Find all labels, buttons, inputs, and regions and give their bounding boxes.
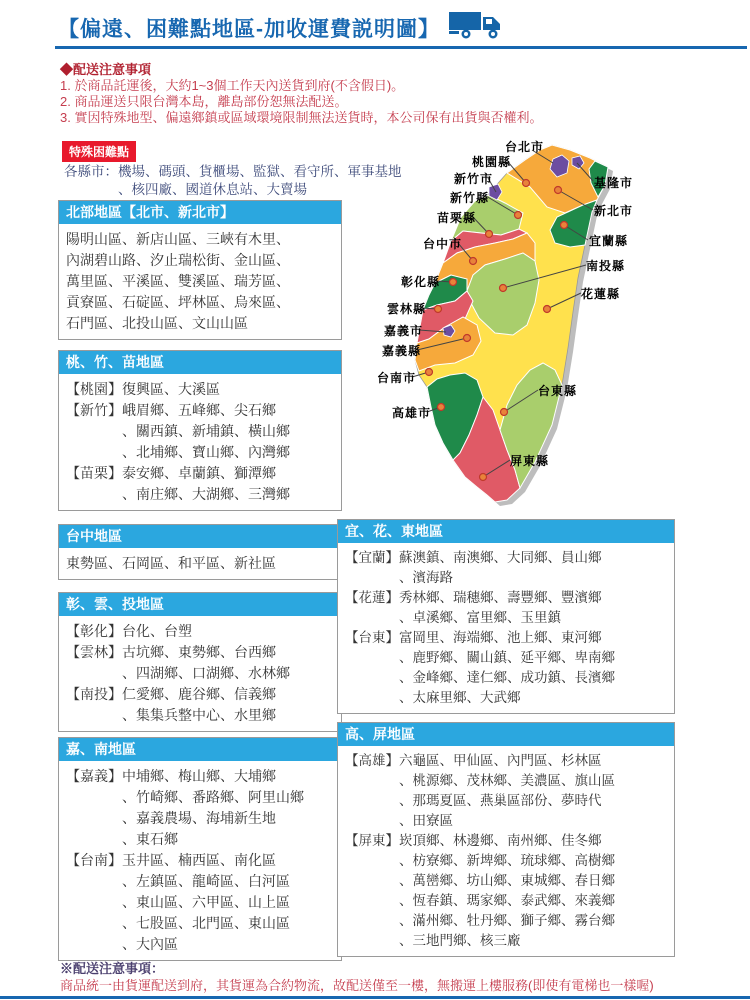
region-line: 陽明山區、新店山區、三峽有木里、: [66, 231, 290, 247]
region-line: 【屏東】崁頂鄉、林邊鄉、南州鄉、佳冬鄉: [345, 833, 602, 848]
map-label-hsinchu-city: 新竹市: [454, 172, 494, 186]
map-label-taipei-city: 台北市: [505, 140, 545, 154]
region-line: 、左鎮區、龍崎區、白河區: [66, 873, 290, 889]
region-line: 、金峰鄉、達仁鄉、成功鎮、長濱鄉: [345, 670, 615, 685]
region-line: 、桃源鄉、茂林鄉、美濃區、旗山區: [345, 773, 615, 788]
region-line: 內湖碧山路、汐止瑞松街、金山區、: [66, 252, 290, 268]
region-title: 北部地區【北市、新北市】: [59, 201, 341, 224]
region-line: 【彰化】台化、台塑: [66, 623, 192, 639]
region-line: 【桃園】復興區、大溪區: [66, 381, 220, 397]
region-line: 【雲林】古坑鄉、東勢鄉、台西鄉: [66, 644, 276, 660]
region-box-chang-yun-tou: [58, 592, 342, 732]
map-label-keelung: 基隆市: [594, 176, 634, 190]
region-line: 貢寮區、石碇區、坪林區、烏來區、: [66, 294, 290, 310]
region-line: 、東山區、六甲區、山上區: [66, 894, 290, 910]
map-label-hualien: 花蓮縣: [581, 287, 621, 301]
region-box-taichung: [58, 524, 342, 580]
region-box-tao-chu-miao: [58, 350, 342, 511]
region-title: 嘉、南地區: [59, 738, 341, 761]
map-label-tainan: 台南市: [377, 371, 417, 385]
region-line: 、恆春鎮、瑪家鄉、泰武鄉、來義鄉: [345, 893, 615, 908]
region-box-yi-hua-dong: [337, 519, 675, 714]
special-line: 、核四廠、國道休息站、大賣場: [64, 182, 307, 197]
notices-heading: ◆配送注意事項: [60, 62, 152, 77]
region-body: [59, 374, 341, 510]
header: [58, 10, 504, 45]
map-label-changhua: 彰化縣: [401, 275, 441, 289]
footer-text: 商品統一由貨運配送到府，其貨運為合約物流，故配送僅至一樓，無搬運上樓服務(即使有電梯也一樣喔): [60, 978, 654, 993]
truck-icon: [448, 10, 504, 45]
region-line: 、田寮區: [345, 813, 453, 828]
region-line: 石門區、北投山區、文山山區: [66, 315, 248, 331]
title-underline: [55, 46, 747, 49]
map-label-chiayi-county: 嘉義縣: [382, 344, 422, 358]
map-label-yilan: 宜蘭縣: [589, 234, 629, 248]
region-title: 台中地區: [59, 525, 341, 548]
notice-item: 3. 實因特殊地型、偏遠鄉鎮或區域環境限制無法送貨時，本公司保有出貨與否權利。: [60, 110, 543, 125]
map-label-hsinchu-county: 新竹縣: [450, 191, 490, 205]
map-label-taichung: 台中市: [423, 237, 463, 251]
map-label-nantou: 南投縣: [586, 259, 626, 273]
region-line: 【新竹】峨眉鄉、五峰鄉、尖石鄉: [66, 402, 276, 418]
region-line: 【高雄】六龜區、甲仙區、內門區、杉林區: [345, 753, 602, 768]
region-body: [59, 761, 341, 960]
region-line: 、東石鄉: [66, 831, 178, 847]
notice-item: 1. 於商品託運後，大約1~3個工作天內送貨到府(不含假日)。: [60, 78, 405, 93]
region-line: 、關西鎮、新埔鎮、橫山鄉: [66, 423, 290, 439]
region-line: 、萬巒鄉、坊山鄉、東城鄉、春日鄉: [345, 873, 615, 888]
region-line: 【花蓮】秀林鄉、瑞穗鄉、壽豐鄉、豐濱鄉: [345, 590, 602, 605]
region-line: 、四湖鄉、口湖鄉、水林鄉: [66, 665, 290, 681]
region-line: 、太麻里鄉、大武鄉: [345, 690, 521, 705]
notice-item: 2. 商品運送只限台灣本島，離島部份恕無法配送。: [60, 94, 348, 109]
region-box-north: [58, 200, 342, 340]
region-line: 【台南】玉井區、楠西區、南化區: [66, 852, 276, 868]
region-line: 、集集兵整中心、水里鄉: [66, 707, 276, 723]
region-box-kao-ping: [337, 722, 675, 957]
page-title: 【偏遠、困難點地區-加收運費説明圖】: [58, 17, 440, 41]
region-line: 、大內區: [66, 936, 178, 952]
region-body: [59, 224, 341, 339]
map-label-taoyuan: 桃園縣: [472, 155, 512, 169]
region-line: 、那瑪夏區、燕巢區部份、夢時代: [345, 793, 602, 808]
region-line: 、卓溪鄉、富里鄉、玉里鎮: [345, 610, 561, 625]
map-label-chiayi-city: 嘉義市: [384, 324, 424, 338]
region-body: [59, 616, 341, 731]
map-label-taitung: 台東縣: [538, 384, 578, 398]
region-line: 、竹崎鄉、番路鄉、阿里山鄉: [66, 789, 304, 805]
region-line: 【宜蘭】蘇澳鎮、南澳鄉、大同鄉、員山鄉: [345, 550, 602, 565]
special-line: 各縣市：機場、碼頭、貨櫃場、監獄、看守所、軍事基地: [64, 164, 402, 179]
region-line: 、濱海路: [345, 570, 453, 585]
region-line: 、枋寮鄉、新埤鄉、琉球鄉、高樹鄉: [345, 853, 615, 868]
region-box-chia-nan: [58, 737, 342, 961]
special-points-text: [64, 163, 402, 199]
region-line: 、鹿野鄉、關山鎮、延平鄉、卑南鄉: [345, 650, 615, 665]
region-title: 桃、竹、苗地區: [59, 351, 341, 374]
region-line: 、嘉義農場、海埔新生地: [66, 810, 276, 826]
special-points-badge: 特殊困難點: [62, 141, 136, 162]
region-body: [338, 543, 674, 713]
map-label-yunlin: 雲林縣: [387, 302, 427, 316]
map-label-new-taipei: 新北市: [594, 204, 634, 218]
map-label-miaoli: 苗栗縣: [437, 211, 477, 225]
region-line: 【南投】仁愛鄉、鹿谷鄉、信義鄉: [66, 686, 276, 702]
region-body: [59, 548, 341, 579]
region-line: 萬里區、平溪區、雙溪區、瑞芳區、: [66, 273, 290, 289]
map-label-kaohsiung: 高雄市: [392, 406, 432, 420]
delivery-notices: [60, 62, 542, 126]
region-line: 【嘉義】中埔鄉、梅山鄉、大埔鄉: [66, 768, 276, 784]
region-title: 彰、雲、投地區: [59, 593, 341, 616]
bottom-divider: [0, 996, 750, 999]
region-line: 、七股區、北門區、東山區: [66, 915, 290, 931]
region-title: 高、屏地區: [338, 723, 674, 746]
region-line: 東勢區、石岡區、和平區、新社區: [66, 555, 276, 571]
region-line: 、南庄鄉、大湖鄉、三灣鄉: [66, 486, 290, 502]
map-label-pingtung: 屏東縣: [510, 454, 550, 468]
region-body: [338, 746, 674, 956]
region-line: 、北埔鄉、寶山鄉、內灣鄉: [66, 444, 290, 460]
region-line: 【苗栗】泰安鄉、卓蘭鎮、獅潭鄉: [66, 465, 276, 481]
footer-heading: ※配送注意事項：: [60, 961, 165, 976]
region-line: 【台東】富岡里、海端鄉、池上鄉、東河鄉: [345, 630, 602, 645]
region-line: 、三地門鄉、核三廠: [345, 933, 521, 948]
region-line: 、滿州鄉、牡丹鄉、獅子鄉、霧台鄉: [345, 913, 615, 928]
region-title: 宜、花、東地區: [338, 520, 674, 543]
